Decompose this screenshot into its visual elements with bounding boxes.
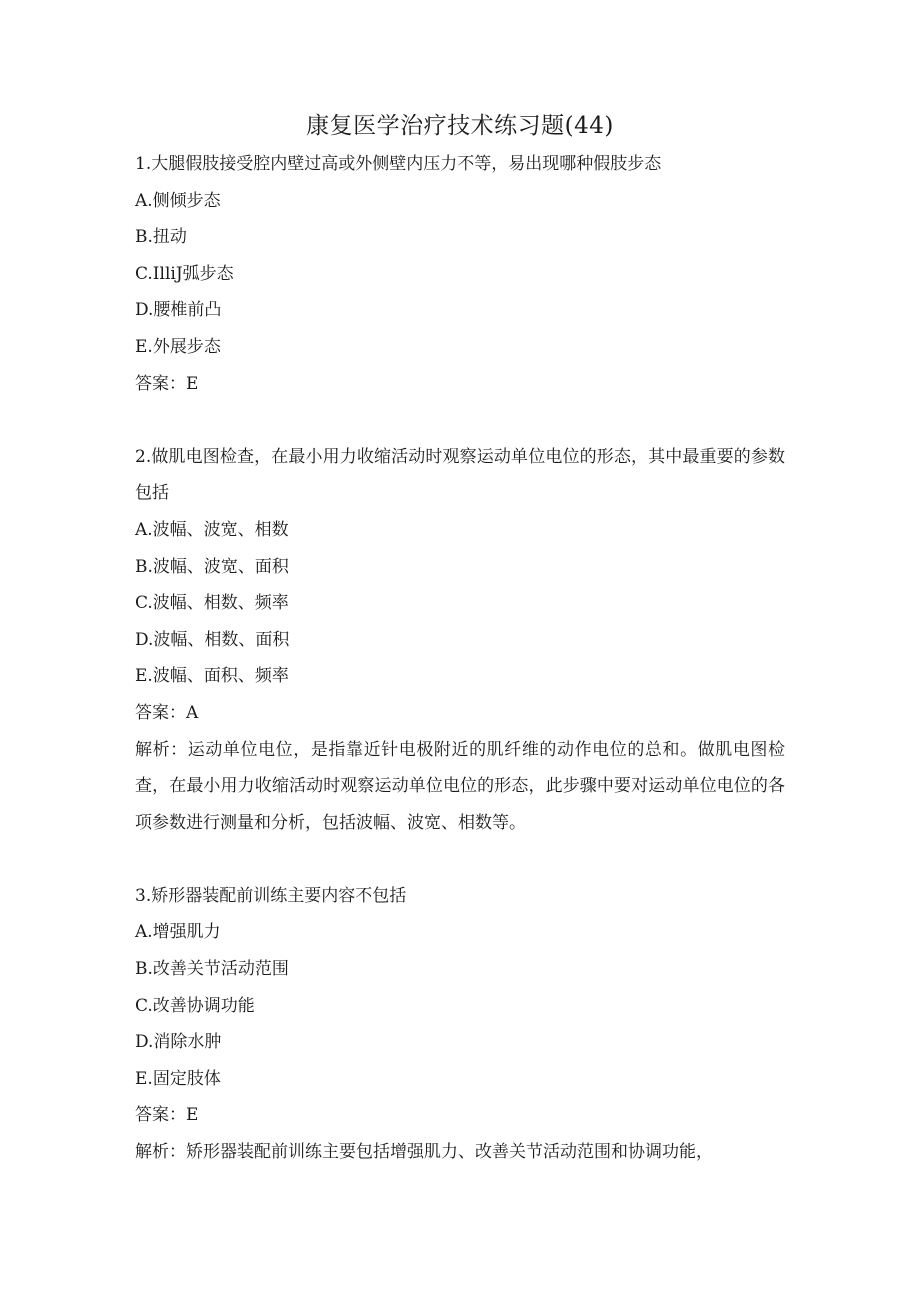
option-d: D.消除水肿 <box>135 1032 222 1053</box>
question-stem: 2.做肌电图检查，在最小用力收缩活动时观察运动单位电位的形态，其中最重要的参数包括 <box>135 446 785 504</box>
option-a: A.增强肌力 <box>135 922 221 943</box>
answer-text: 答案：A <box>135 702 199 723</box>
option-c: C.IlliJ弧步态 <box>135 263 234 284</box>
question-block <box>135 439 785 842</box>
spacer <box>135 402 785 439</box>
question-block <box>135 878 785 1171</box>
option-d: D.腰椎前凸 <box>135 300 222 321</box>
option-b: B.改善关节活动范围 <box>135 959 289 980</box>
option-b: B.扭动 <box>135 227 187 248</box>
option-c: C.波幅、相数、频率 <box>135 593 289 614</box>
question-block <box>135 146 785 402</box>
option-c: C.改善协调功能 <box>135 995 255 1016</box>
option-d: D.波幅、相数、面积 <box>135 629 290 650</box>
option-b: B.波幅、波宽、面积 <box>135 556 289 577</box>
spacer <box>135 841 785 878</box>
page-title: 康复医学治疗技术练习题(44) <box>306 113 614 139</box>
answer-text: 答案：E <box>135 373 199 394</box>
answer-text: 答案：E <box>135 1105 199 1126</box>
analysis-text: 解析：运动单位电位，是指靠近针电极附近的肌纤维的动作电位的总和。做肌电图检查，在最小用力收缩活动时观察运动单位电位的形态，此步骤中要对运动单位电位的各项参数进行测量和分析，包括波幅、波宽、相数等。 <box>135 739 785 833</box>
option-a: A.侧倾步态 <box>135 190 221 211</box>
option-e: E.波幅、面积、频率 <box>135 666 289 687</box>
question-list <box>135 146 785 1171</box>
analysis-text: 解析：矫形器装配前训练主要包括增强肌力、改善关节活动范围和协调功能， <box>135 1142 713 1163</box>
question-stem: 1.大腿假肢接受腔内壁过高或外侧壁内压力不等，易出现哪种假肢步态 <box>135 154 662 174</box>
option-a: A.波幅、波宽、相数 <box>135 519 289 540</box>
option-e: E.外展步态 <box>135 336 221 357</box>
question-stem: 3.矫形器装配前训练主要内容不包括 <box>135 885 407 906</box>
option-e: E.固定肢体 <box>135 1068 221 1089</box>
